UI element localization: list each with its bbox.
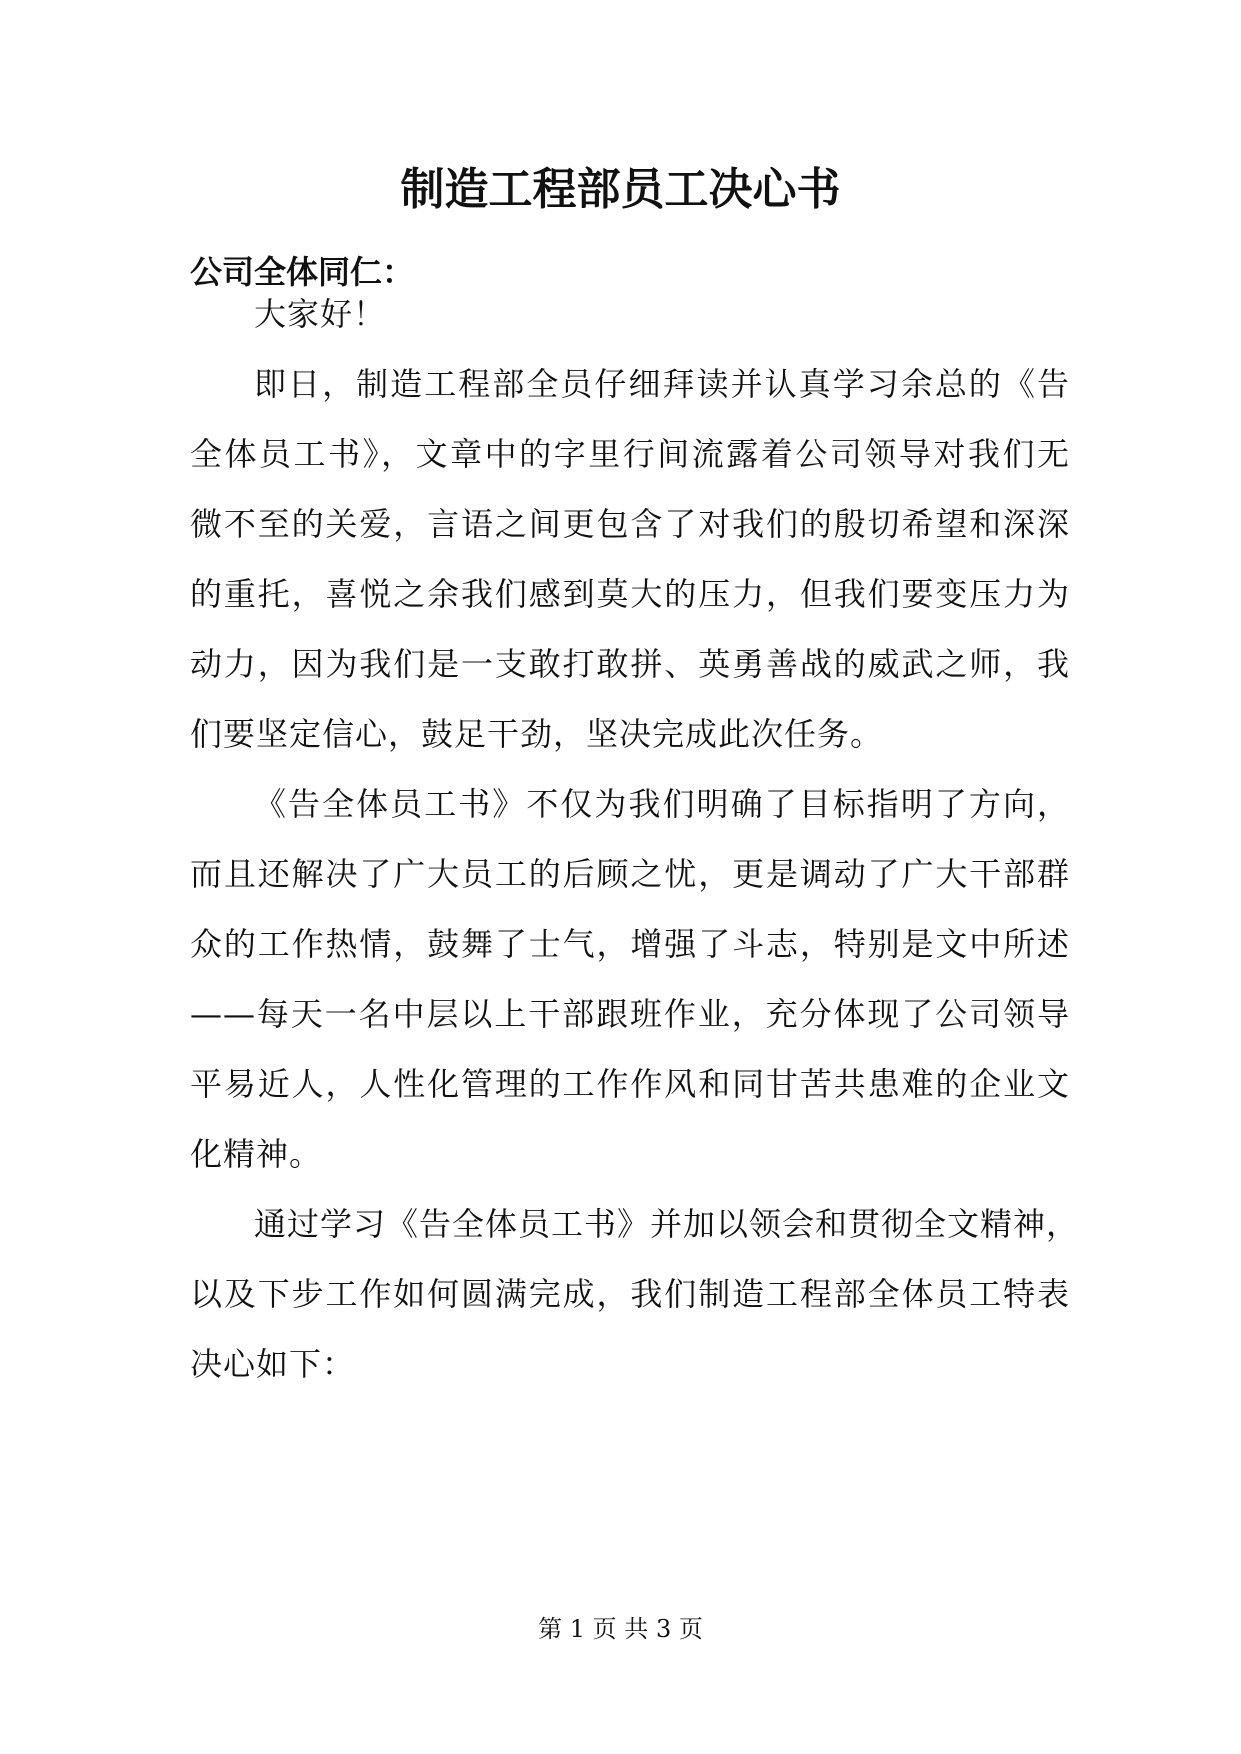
paragraph-2-line-6: 化精神。 xyxy=(190,1135,323,1173)
paragraph-1-line-4: 的重托，喜悦之余我们感到莫大的压力，但我们要变压力为 xyxy=(190,575,1070,613)
paragraph-3-line-1: 通过学习《告全体员工书》并加以领会和贯彻全文精神， xyxy=(254,1205,1080,1243)
page-footer: 第 1 页 共 3 页 xyxy=(538,1615,703,1643)
paragraph-1-line-6: 们要坚定信心，鼓足干劲，坚决完成此次任务。 xyxy=(190,715,884,753)
paragraph-1-line-5: 动力，因为我们是一支敢打敢拼、英勇善战的威武之师，我 xyxy=(190,645,1070,683)
paragraph-2-line-3: 众的工作热情，鼓舞了士气，增强了斗志，特别是文中所述 xyxy=(190,925,1070,963)
paragraph-3-line-2: 以及下步工作如何圆满完成，我们制造工程部全体员工特表 xyxy=(190,1275,1070,1313)
paragraph-1-line-3: 微不至的关爱，言语之间更包含了对我们的殷切希望和深深 xyxy=(190,505,1070,543)
greeting: 大家好！ xyxy=(254,295,387,333)
paragraph-2-line-1: 《告全体员工书》不仅为我们明确了目标指明了方向， xyxy=(254,785,1070,823)
paragraph-1-line-1: 即日，制造工程部全员仔细拜读并认真学习余总的《告 xyxy=(254,365,1070,403)
paragraph-2-line-2: 而且还解决了广大员工的后顾之忧，更是调动了广大干部群 xyxy=(190,855,1070,893)
document-title: 制造工程部员工决心书 xyxy=(400,164,841,215)
salutation: 公司全体同仁： xyxy=(190,253,415,291)
paragraph-1-line-2: 全体员工书》，文章中的字里行间流露着公司领导对我们无 xyxy=(190,435,1070,473)
paragraph-3-line-3: 决心如下： xyxy=(190,1345,356,1383)
paragraph-2-line-5: 平易近人，人性化管理的工作作风和同甘苦共患难的企业文 xyxy=(190,1065,1070,1103)
paragraph-2-line-4: ——每天一名中层以上干部跟班作业，充分体现了公司领导 xyxy=(190,995,1070,1033)
